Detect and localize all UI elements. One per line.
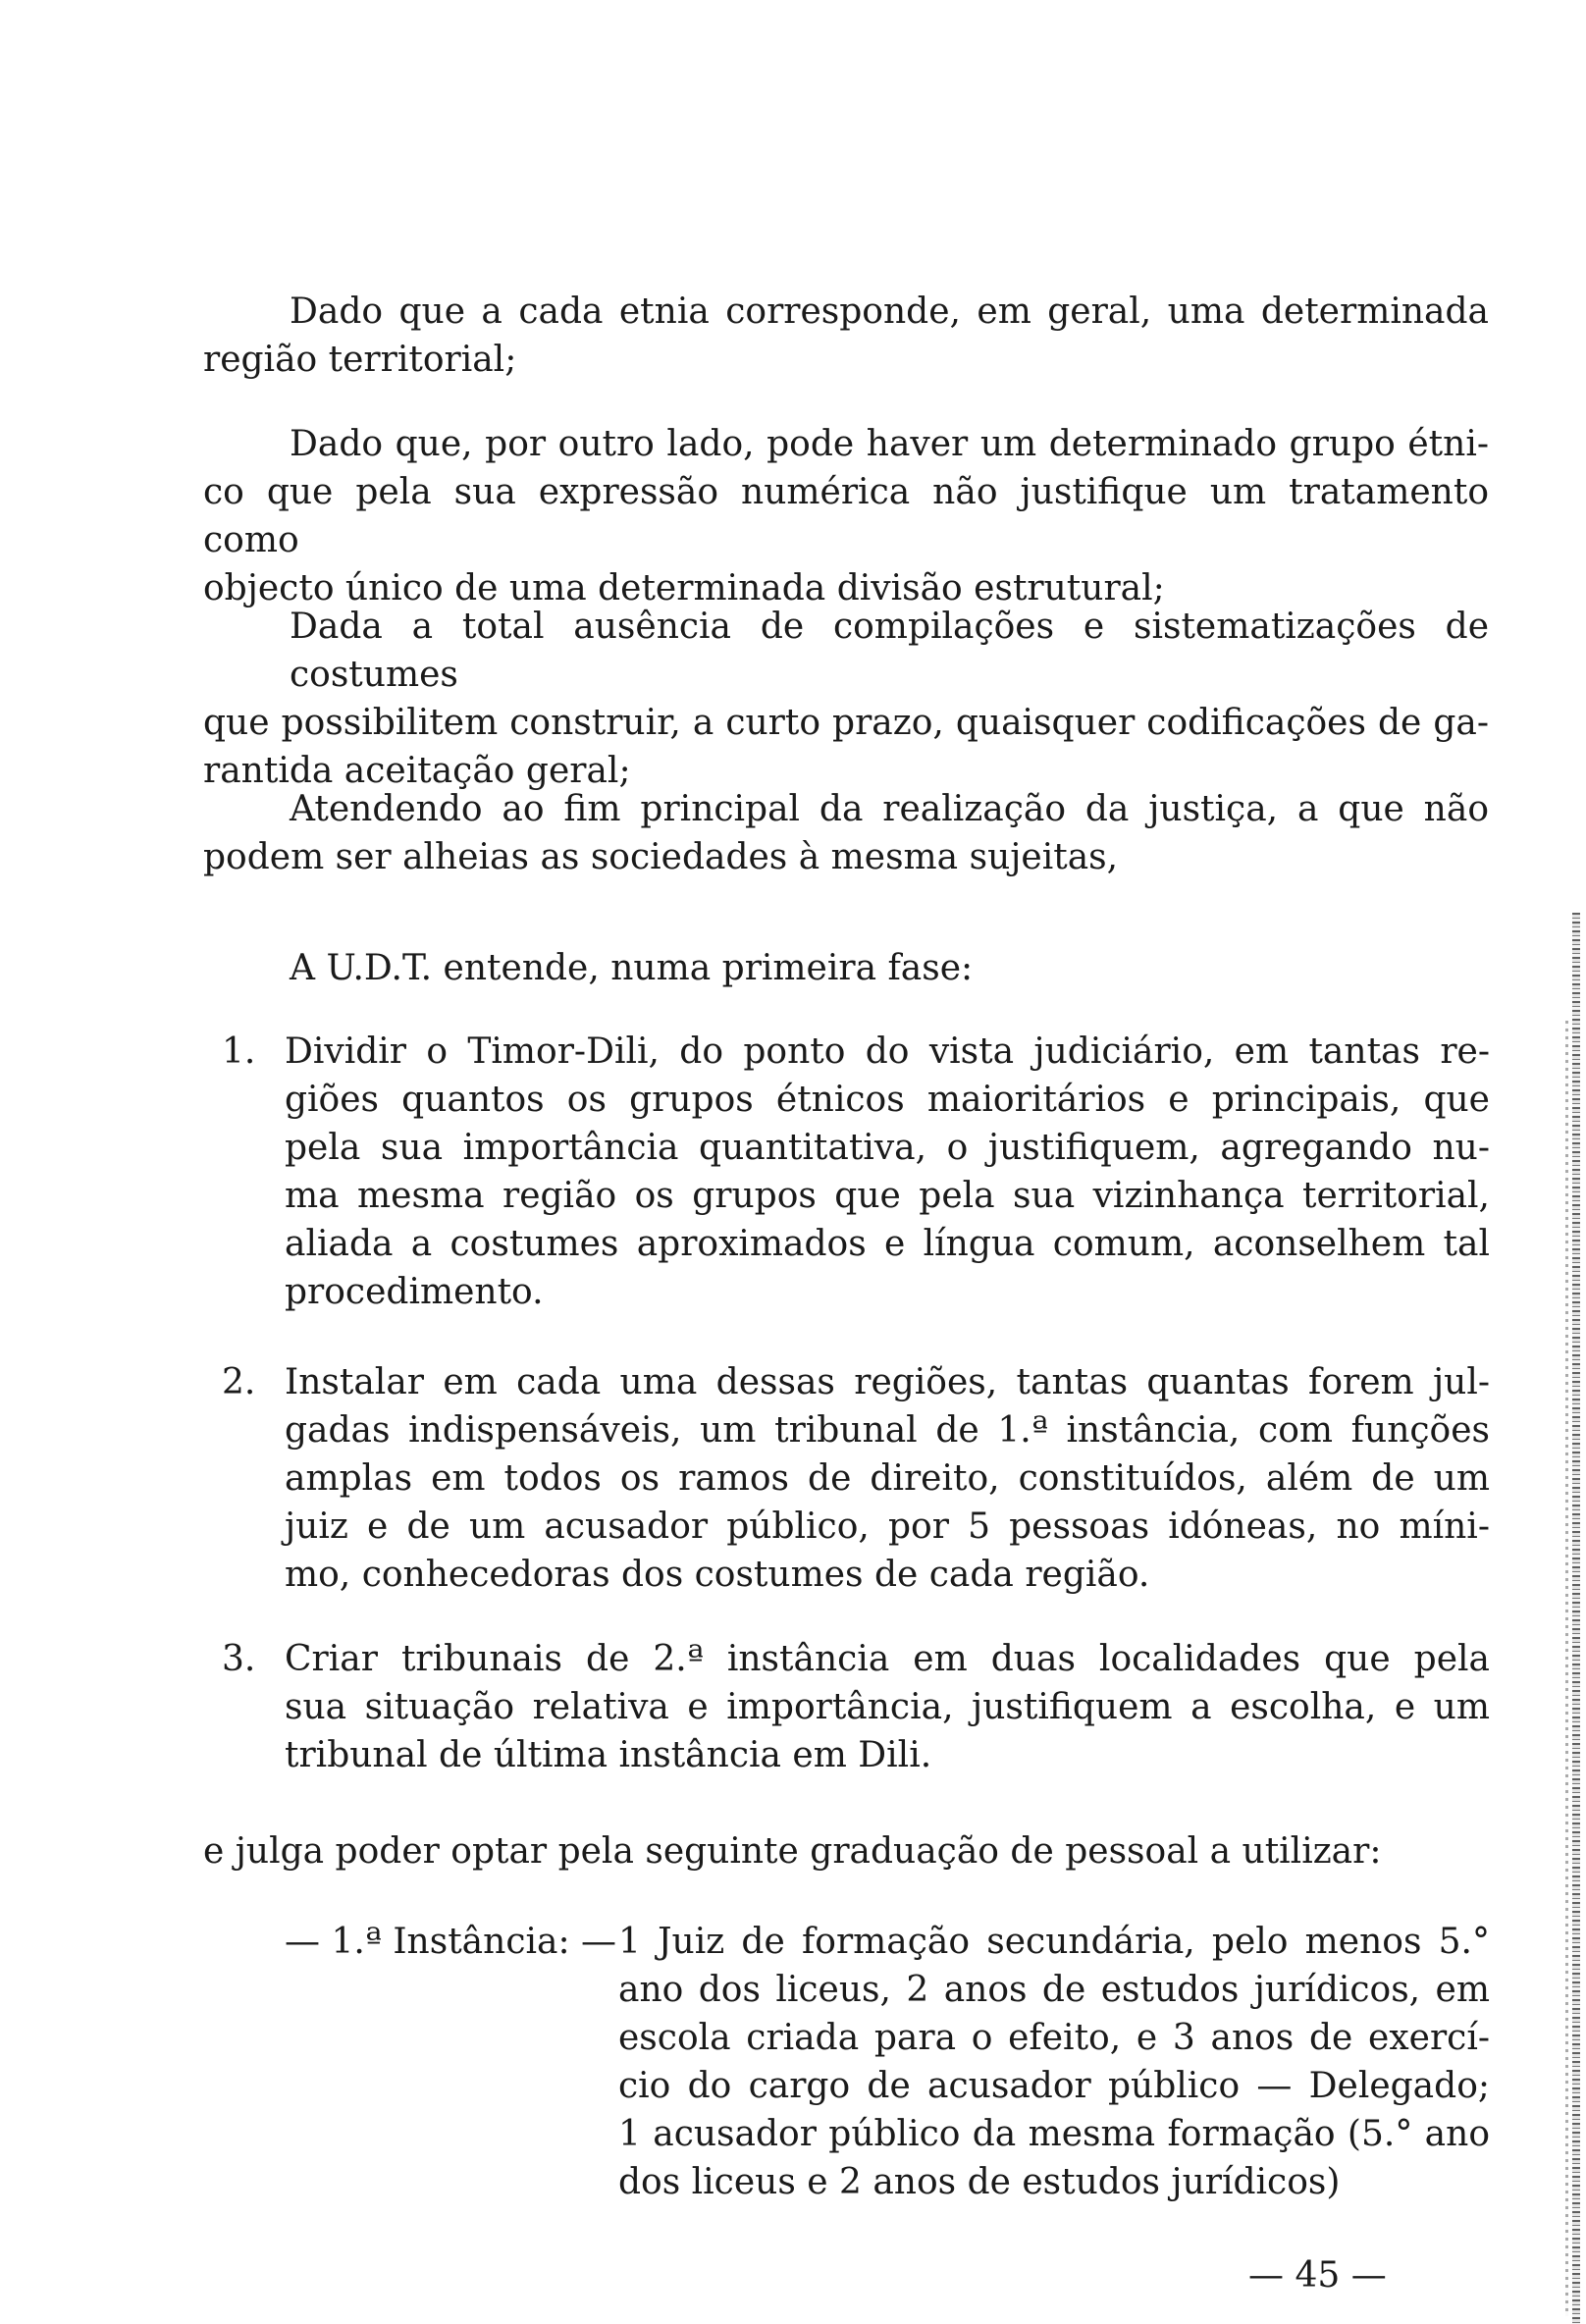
paragraph-line: A U.D.T. entende, numa primeira fase: bbox=[290, 948, 974, 988]
list-item-number: 1. bbox=[222, 1031, 256, 1072]
list-item-line: gadas indispensáveis, um tribunal de 1.ª instância, com funções bbox=[285, 1410, 1490, 1451]
paragraph-line: Dada a total ausência de compilações e sistematizações de costumes bbox=[290, 607, 1489, 695]
paragraph-line: e julga poder optar pela seguinte graduação de pessoal a utilizar: bbox=[203, 1831, 1382, 1872]
list-item-1 bbox=[222, 1028, 1490, 1316]
list-item-2 bbox=[222, 1358, 1490, 1599]
list-item-line: mo, conhecedoras dos costumes de cada região. bbox=[285, 1555, 1150, 1595]
paragraph-line: região territorial; bbox=[203, 340, 517, 380]
closing-sentence bbox=[203, 1827, 1489, 1875]
staff-line: 1 Juiz de formação secundária, pelo menos 5.° bbox=[618, 1922, 1490, 1962]
paragraph-1 bbox=[203, 288, 1489, 384]
list-item-line: pela sua importância quantitativa, o justifiquem, agregando nu- bbox=[285, 1128, 1490, 1168]
paragraph-line: co que pela sua expressão numérica não justifique um tratamento como bbox=[203, 472, 1489, 560]
list-item-line: giões quantos os grupos étnicos maioritários e principais, que bbox=[285, 1080, 1490, 1120]
list-item-line: tribunal de última instância em Dili. bbox=[285, 1735, 932, 1775]
list-item-line: Criar tribunais de 2.ª instância em duas localidades que pela bbox=[285, 1639, 1490, 1679]
staff-line: ano dos liceus, 2 anos de estudos jurídicos, em bbox=[618, 1970, 1490, 2010]
paragraph-line: Dado que, por outro lado, pode haver um determinado grupo étni- bbox=[290, 424, 1489, 464]
staff-label: — 1.ª Instância: — bbox=[285, 1922, 617, 1962]
paragraph-line: objecto único de uma determinada divisão estrutural; bbox=[203, 568, 1165, 608]
list-item-line: aliada a costumes aproximados e língua comum, aconselhem tal bbox=[285, 1224, 1490, 1264]
paragraph-line: Dado que a cada etnia corresponde, em geral, uma determinada bbox=[290, 291, 1489, 332]
staff-line: cio do cargo de acusador público — Delegado; bbox=[618, 2066, 1490, 2106]
staff-line: escola criada para o efeito, e 3 anos de exercí- bbox=[618, 2018, 1490, 2058]
list-item-number: 2. bbox=[222, 1362, 256, 1402]
list-item-line: procedimento. bbox=[285, 1272, 544, 1312]
page-number: — 45 — bbox=[1248, 2255, 1387, 2296]
paragraph-3 bbox=[203, 603, 1489, 795]
paragraph-line: podem ser alheias as sociedades à mesma sujeitas, bbox=[203, 837, 1119, 877]
list-item-number: 3. bbox=[222, 1639, 256, 1679]
paragraph-5 bbox=[203, 944, 1489, 992]
list-item-line: Instalar em cada uma dessas regiões, tantas quantas forem jul- bbox=[285, 1362, 1490, 1402]
scan-edge-line bbox=[1565, 1021, 1568, 2316]
staff-line: 1 acusador público da mesma formação (5.° ano bbox=[618, 2114, 1490, 2154]
paragraph-line: que possibilitem construir, a curto prazo, quaisquer codificações de ga- bbox=[203, 703, 1489, 743]
list-item-line: juiz e de um acusador público, por 5 pessoas idóneas, no míni- bbox=[285, 1506, 1490, 1547]
list-item-line: sua situação relativa e importância, justifiquem a escolha, e um bbox=[285, 1687, 1490, 1727]
scan-edge-shadow bbox=[1572, 913, 1580, 2324]
staff-description bbox=[618, 1918, 1490, 2206]
list-item-line: ma mesma região os grupos que pela sua vizinhança territorial, bbox=[285, 1176, 1490, 1216]
staff-line: dos liceus e 2 anos de estudos jurídicos) bbox=[618, 2162, 1341, 2202]
paragraph-line: Atendendo ao fim principal da realização da justiça, a que não bbox=[290, 789, 1489, 829]
list-item-line: Dividir o Timor-Dili, do ponto do vista judiciário, em tantas re- bbox=[285, 1031, 1490, 1072]
paragraph-4 bbox=[203, 785, 1489, 881]
paragraph-2 bbox=[203, 420, 1489, 612]
list-item-line: amplas em todos os ramos de direito, constituídos, além de um bbox=[285, 1458, 1490, 1499]
paragraph-line: rantida aceitação geral; bbox=[203, 751, 631, 791]
list-item-3 bbox=[222, 1635, 1490, 1779]
